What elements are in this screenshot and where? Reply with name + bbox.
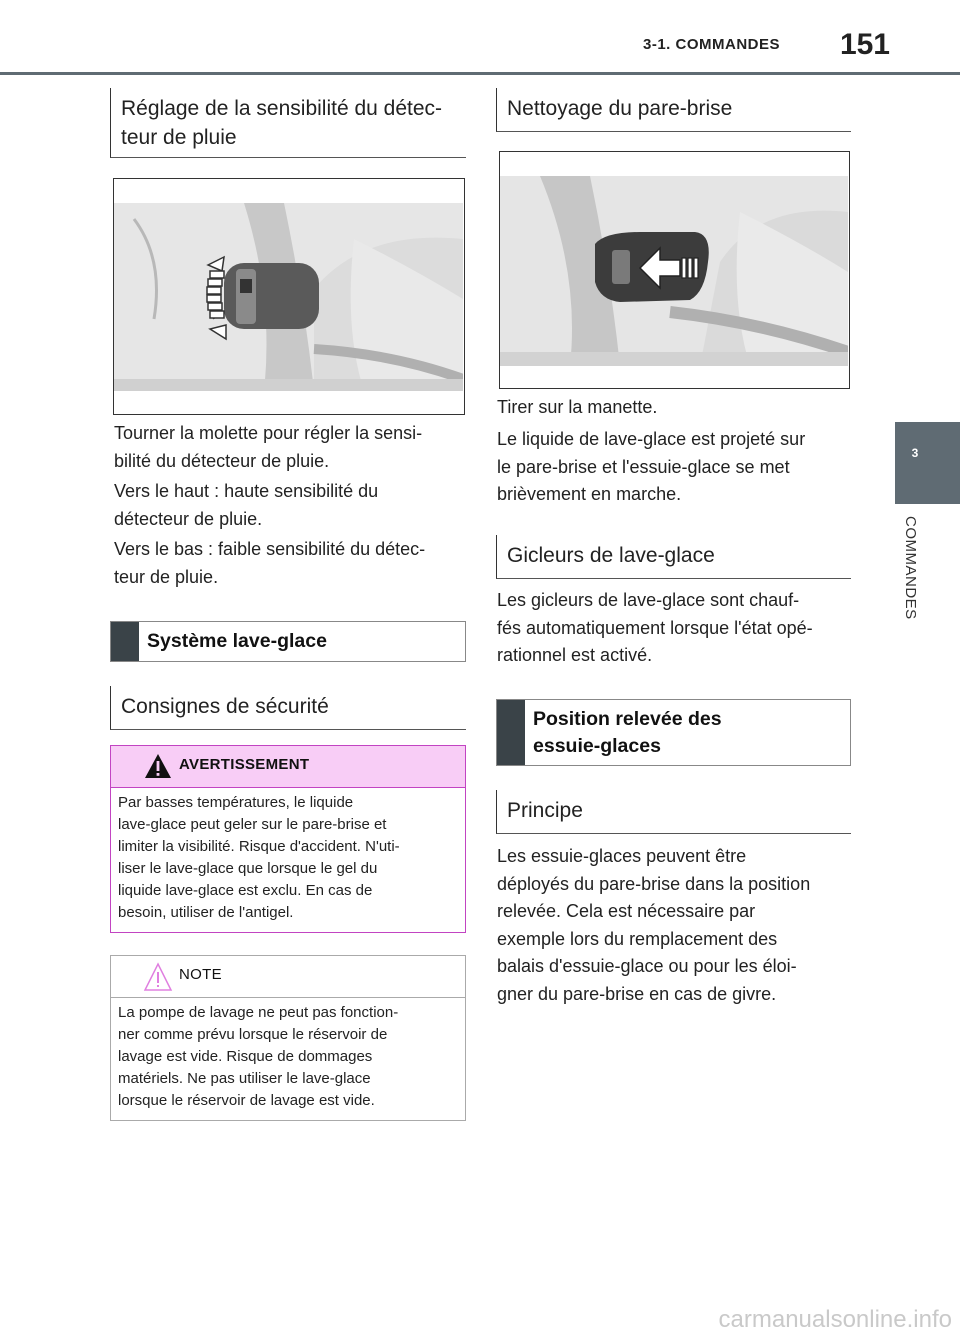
section-box-bar: [497, 700, 525, 765]
running-header-section: 3-1. COMMANDES: [642, 36, 780, 53]
warning-line: besoin, utiliser de l'antigel.: [118, 904, 294, 921]
warning-header: [111, 746, 465, 788]
warning-line: lave-glace peut geler sur le pare-brise et: [118, 816, 387, 833]
wiper-lever-illustration: [500, 152, 848, 387]
warning-label: AVERTISSEMENT: [179, 756, 310, 773]
para-line: fés automatiquement lorsque l'état opé-: [497, 617, 813, 638]
para-line: déployés du pare-brise dans la position: [497, 873, 811, 894]
section-box-bar: [111, 622, 139, 661]
section-box-title: [533, 706, 844, 760]
para-line: relevée. Cela est nécessaire par: [497, 901, 756, 921]
para-up-high: [114, 478, 470, 533]
heading-washer-jets: Gicleurs de lave-glace: [496, 535, 851, 579]
para-line: brièvement en marche.: [497, 484, 682, 504]
note-label: NOTE: [179, 966, 222, 983]
header-rule: [0, 72, 960, 75]
note-box: [110, 955, 466, 1121]
heading-principle: Principe: [496, 790, 851, 834]
para-fluid-sprayed: [497, 426, 853, 509]
note-line: La pompe de lavage ne peut pas fonction-: [118, 1004, 399, 1021]
note-line: lorsque le réservoir de lavage est vide.: [118, 1092, 375, 1109]
chapter-tab-label: COMMANDES: [902, 516, 919, 620]
heading-safety-instructions: Consignes de sécurité: [110, 686, 466, 730]
para-line: bilité du détecteur de pluie.: [114, 450, 330, 471]
warning-line: limiter la visibilité. Risque d'accident. N'uti-: [118, 838, 400, 855]
note-line: matériels. Ne pas utiliser le lave-glace: [118, 1070, 371, 1087]
rain-sensor-illustration: [114, 179, 463, 413]
section-box-title-line: Position relevée des: [533, 708, 722, 730]
note-body: [111, 998, 465, 1120]
warning-line: Par basses températures, le liquide: [118, 794, 354, 811]
para-wiper-raised: [497, 843, 857, 1008]
warning-box: [110, 745, 466, 933]
para-heated-jets: [497, 587, 853, 670]
warning-line: liquide lave-glace est exclu. En cas de: [118, 882, 373, 899]
heading-rain-sensor-sensitivity: Réglage de la sensibilité du détec- teur de pluie: [110, 88, 466, 158]
section-box-title-line: essuie-glaces: [533, 735, 661, 757]
para-line: Les essuie-glaces peuvent être: [497, 846, 747, 866]
para-line: détecteur de pluie.: [114, 508, 263, 529]
chapter-tab-label-wrap: [902, 516, 932, 646]
para-line: exemple lors du remplacement des: [497, 928, 778, 949]
section-box-washer-system: [110, 621, 466, 662]
figure-rain-sensor-wheel: [113, 178, 465, 415]
note-line: lavage est vide. Risque de dommages: [118, 1048, 373, 1065]
para-pull-lever: Tirer sur la manette.: [497, 397, 658, 417]
para-line: Vers le haut : haute sensibilité du: [114, 481, 379, 501]
para-line: rationnel est activé.: [497, 645, 653, 665]
chapter-tab: [895, 422, 960, 504]
para-line: teur de pluie.: [114, 566, 219, 587]
para-line: Les gicleurs de lave-glace sont chauf-: [497, 590, 800, 610]
para-line: Vers le bas : faible sensibilité du détec-: [114, 539, 426, 559]
heading-windshield-cleaning: Nettoyage du pare-brise: [496, 88, 851, 132]
para-line: balais d'essuie-glace ou pour les éloi-: [497, 956, 797, 976]
warning-line: liser le lave-glace que lorsque le gel du: [118, 860, 378, 877]
section-box-wiper-raised-position: [496, 699, 851, 766]
page-number: 151: [839, 28, 890, 61]
warning-body: [111, 788, 465, 932]
warning-triangle-icon: [143, 752, 173, 780]
para-down-low: [114, 536, 470, 591]
note-triangle-icon: [143, 962, 173, 992]
para-line: gner du pare-brise en cas de givre.: [497, 983, 777, 1004]
para-line: Le liquide de lave-glace est projeté sur: [497, 429, 806, 449]
para-line: Tourner la molette pour régler la sensi-: [114, 423, 423, 443]
figure-wiper-lever-pull: [499, 151, 850, 389]
section-box-title: Système lave-glace: [147, 630, 327, 652]
para-line: le pare-brise et l'essuie-glace se met: [497, 456, 790, 477]
watermark: carmanualsonline.info: [718, 1306, 952, 1333]
note-header: [111, 956, 465, 998]
para-turn-wheel: [114, 420, 470, 475]
chapter-tab-number: 3: [911, 446, 919, 460]
note-line: ner comme prévu lorsque le réservoir de: [118, 1026, 388, 1043]
